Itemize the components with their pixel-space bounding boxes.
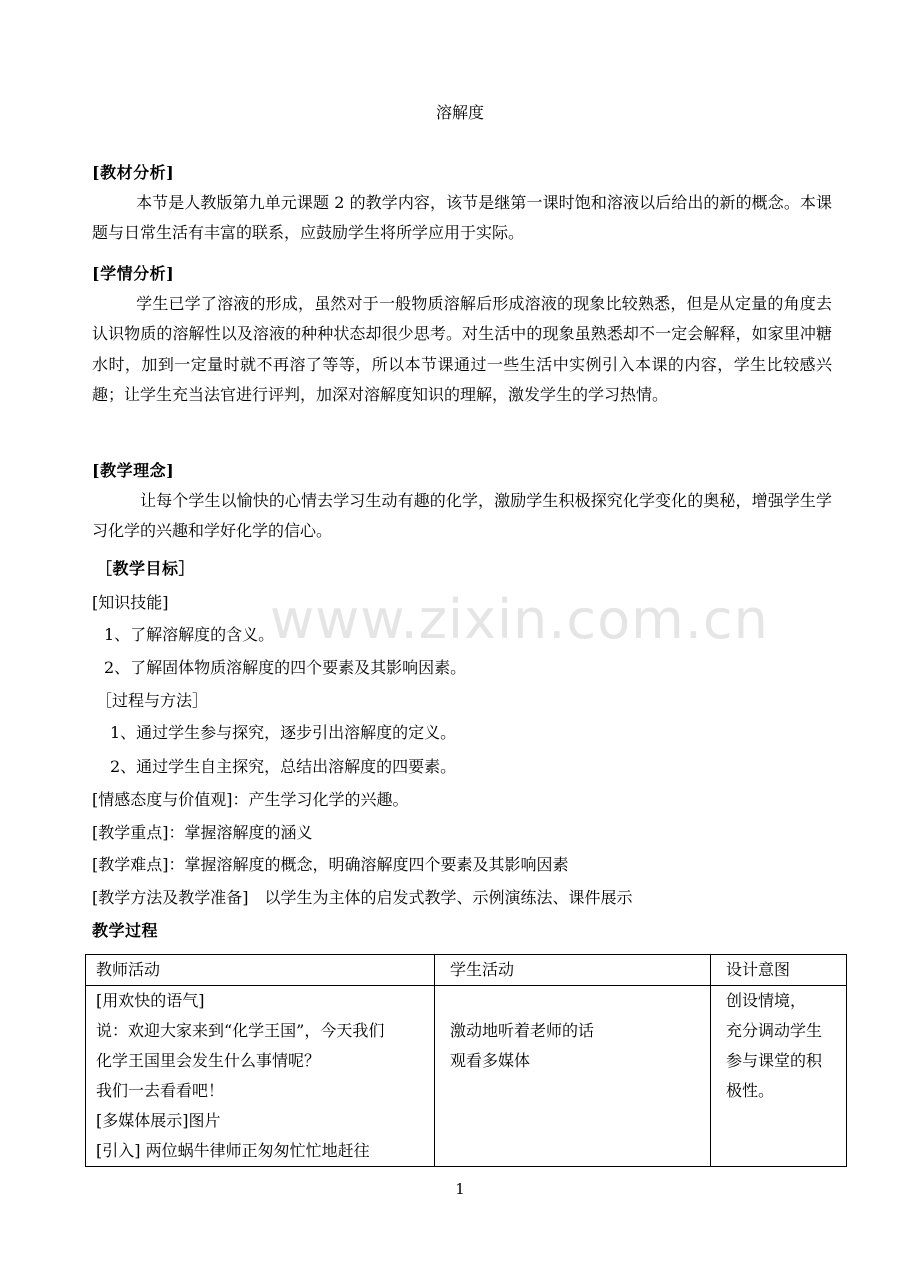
methods-line: [教学方法及教学准备] 以学生为主体的启发式教学、示例演练法、课件展示 bbox=[92, 888, 633, 907]
knowledge-item-2: 2、了解固体物质溶解度的四个要素及其影响因素。 bbox=[104, 658, 467, 677]
student-line bbox=[450, 986, 710, 1016]
key-point-line: [教学重点]：掌握溶解度的涵义 bbox=[92, 823, 313, 842]
student-line: 观看多媒体 bbox=[450, 1051, 531, 1070]
difficulty-line: [教学难点]：掌握溶解度的概念，明确溶解度四个要素及其影响因素 bbox=[92, 855, 569, 874]
student-line: 激动地听着老师的话 bbox=[450, 1021, 595, 1040]
intent-line: 参与课堂的积 bbox=[726, 1051, 823, 1070]
heading-teaching-goals: ［教学目标］ bbox=[96, 559, 196, 578]
page-number: 1 bbox=[455, 1180, 465, 1198]
teacher-line: 说：欢迎大家来到“化学王国”，今天我们 bbox=[96, 1021, 385, 1040]
heading-student-analysis: [学情分析] bbox=[92, 264, 175, 283]
header-student-activity: 学生活动 bbox=[435, 955, 711, 986]
intent-line: 充分调动学生 bbox=[726, 1021, 823, 1040]
intent-line: 创设情境， bbox=[726, 991, 807, 1010]
paragraph-textbook-analysis bbox=[92, 188, 832, 249]
teacher-line: 我们一去看看吧！ bbox=[96, 1081, 225, 1100]
design-intent-cell bbox=[711, 986, 847, 1167]
process-item-2: 2、通过学生自主探究，总结出溶解度的四要素。 bbox=[110, 757, 457, 776]
header-design-intent: 设计意图 bbox=[711, 955, 847, 986]
document-title: 溶解度 bbox=[435, 103, 484, 122]
intent-line: 极性。 bbox=[726, 1081, 775, 1100]
table-header-row bbox=[86, 955, 847, 986]
teacher-line: [多媒体展示]图片 bbox=[96, 1111, 221, 1130]
teacher-activity-cell bbox=[86, 986, 435, 1167]
teaching-process-table bbox=[85, 954, 847, 1167]
header-teacher-activity: 教师活动 bbox=[86, 955, 435, 986]
teaching-philosophy-text: 让每个学生以愉快的心情去学习生动有趣的化学，激励学生积极探究化学变化的奥秘，增强学生学习化学的兴趣和学好化学的信心。 bbox=[92, 491, 832, 541]
teacher-line: [用欢快的语气] bbox=[96, 991, 205, 1010]
textbook-analysis-text: 本节是人教版第九单元课题 2 的教学内容，该节是继第一课时饱和溶液以后给出的新的概念。本课题与日常生活有丰富的联系，应鼓励学生将所学应用于实际。 bbox=[92, 193, 832, 243]
table-row bbox=[86, 986, 847, 1167]
process-item-1: 1、通过学生参与探究，逐步引出溶解度的定义。 bbox=[110, 723, 457, 742]
knowledge-item-1: 1、了解溶解度的含义。 bbox=[104, 625, 275, 644]
process-method-label: ［过程与方法］ bbox=[96, 691, 209, 710]
emotion-values-line: [情感态度与价值观]：产生学习化学的兴趣。 bbox=[92, 790, 409, 809]
watermark: www.zixin.com.cn bbox=[270, 588, 769, 651]
heading-teaching-philosophy: [教学理念] bbox=[92, 461, 175, 480]
paragraph-teaching-philosophy bbox=[92, 486, 832, 547]
knowledge-skills-label: [知识技能] bbox=[92, 593, 169, 612]
heading-teaching-process: 教学过程 bbox=[92, 921, 159, 940]
teacher-line: [引入] 两位蜗牛律师正匆匆忙忙地赶往 bbox=[96, 1141, 370, 1160]
heading-textbook-analysis: [教材分析] bbox=[92, 163, 175, 182]
student-analysis-text: 学生已学了溶液的形成，虽然对于一般物质溶解后形成溶液的现象比较熟悉，但是从定量的角度去认识物质的溶解性以及溶液的种种状态却很少思考。对生活中的现象虽熟悉却不一定会解释，如家里冲糖水时，加到一定量时就不再溶了等等，所以本节课通过一些生活中实例引入本课的内容，学生比较感兴趣；让学生充当法官进行评判，加深对溶解度知识的理解，激发学生的学习热情。 bbox=[92, 294, 832, 405]
teacher-line: 化学王国里会发生什么事情呢？ bbox=[96, 1051, 321, 1070]
student-activity-cell bbox=[435, 986, 711, 1167]
paragraph-student-analysis bbox=[92, 289, 832, 411]
